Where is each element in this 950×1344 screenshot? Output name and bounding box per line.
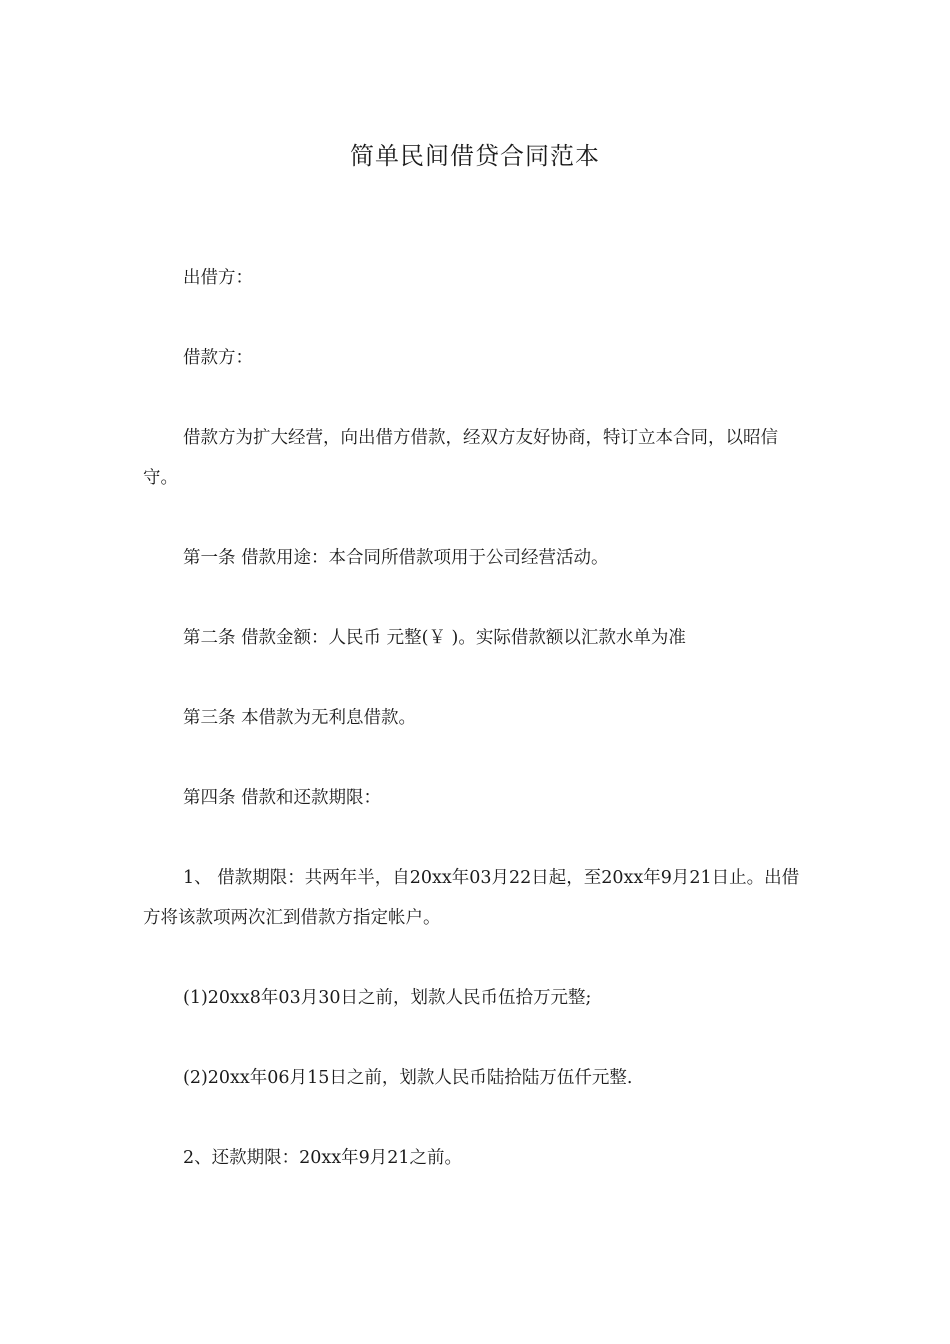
article-1: 第一条 借款用途：本合同所借款项用于公司经营活动。: [183, 548, 609, 568]
article-4: 第四条 借款和还款期限：: [183, 788, 382, 808]
preamble-paragraph: 借款方为扩大经营，向出借方借款，经双方友好协商，特订立本合同，以昭信守。: [143, 428, 778, 488]
loan-term-clause: 1、 借款期限：共两年半，自20xx年03月22日起，至20xx年9月21日止。出借方将该款项两次汇到借款方指定帐户。: [143, 868, 800, 928]
disbursement-1: (1)20xx8年03月30日之前，划款人民币伍拾万元整;: [183, 988, 592, 1008]
article-2: 第二条 借款金额：人民币 元整(￥ )。实际借款额以汇款水单为准: [183, 628, 686, 648]
borrower-line: 借款方：: [183, 348, 253, 368]
lender-line: 出借方：: [183, 268, 253, 288]
article-3: 第三条 本借款为无利息借款。: [183, 708, 417, 728]
document-title: 简单民间借贷合同范本: [350, 142, 600, 170]
disbursement-2: (2)20xx年06月15日之前，划款人民币陆拾陆万伍仟元整.: [183, 1068, 633, 1088]
repayment-term-clause: 2、还款期限：20xx年9月21之前。: [183, 1148, 463, 1168]
